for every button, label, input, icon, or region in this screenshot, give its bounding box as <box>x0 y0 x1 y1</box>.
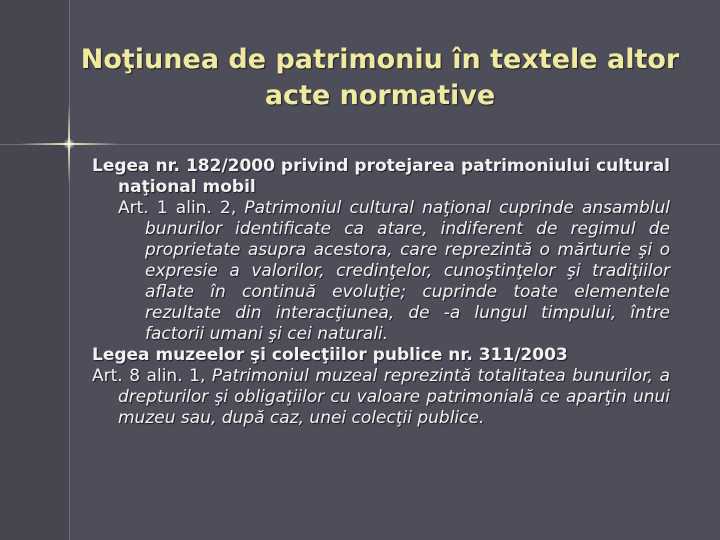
article-reference: Art. 8 alin. 1, <box>92 366 212 386</box>
vertical-rule <box>69 0 70 540</box>
law-heading-182-2000: Legea nr. 182/2000 privind protejarea patrimoniului cultural naţional mobil <box>92 156 670 197</box>
article-8-paragraph <box>92 366 670 429</box>
left-decorative-band <box>0 0 70 540</box>
article-1-paragraph <box>118 198 670 345</box>
article-reference: Art. 1 alin. 2, <box>118 198 245 218</box>
slide-body <box>92 156 670 429</box>
slide-title: Noţiunea de patrimoniu în textele altor acte normative <box>80 44 680 111</box>
article-text: Patrimoniul muzeal reprezintă totalitatea bunurilor, a drepturilor şi obligaţiilor cu valoare patrimonială ce aparţin unui muzeu sau, după caz, unei colecţii publice. <box>118 366 670 428</box>
law-heading-311-2003: Legea muzeelor şi colecţiilor publice nr. 311/2003 <box>92 345 568 365</box>
article-text: Patrimoniul cultural naţional cuprinde ansamblul bunurilor identificate ca atare, indiferent de regimul de proprietate asupra acestora, care reprezintă o mărturie şi o expresie a valorilor, credinţelor, cunoştinţelor şi tradiţiilor aflate în continuă evoluţie; cuprinde toate elementele rezultate din interacţiunea, de -a lungul timpului, între factorii umani şi cei naturali. <box>145 198 670 344</box>
